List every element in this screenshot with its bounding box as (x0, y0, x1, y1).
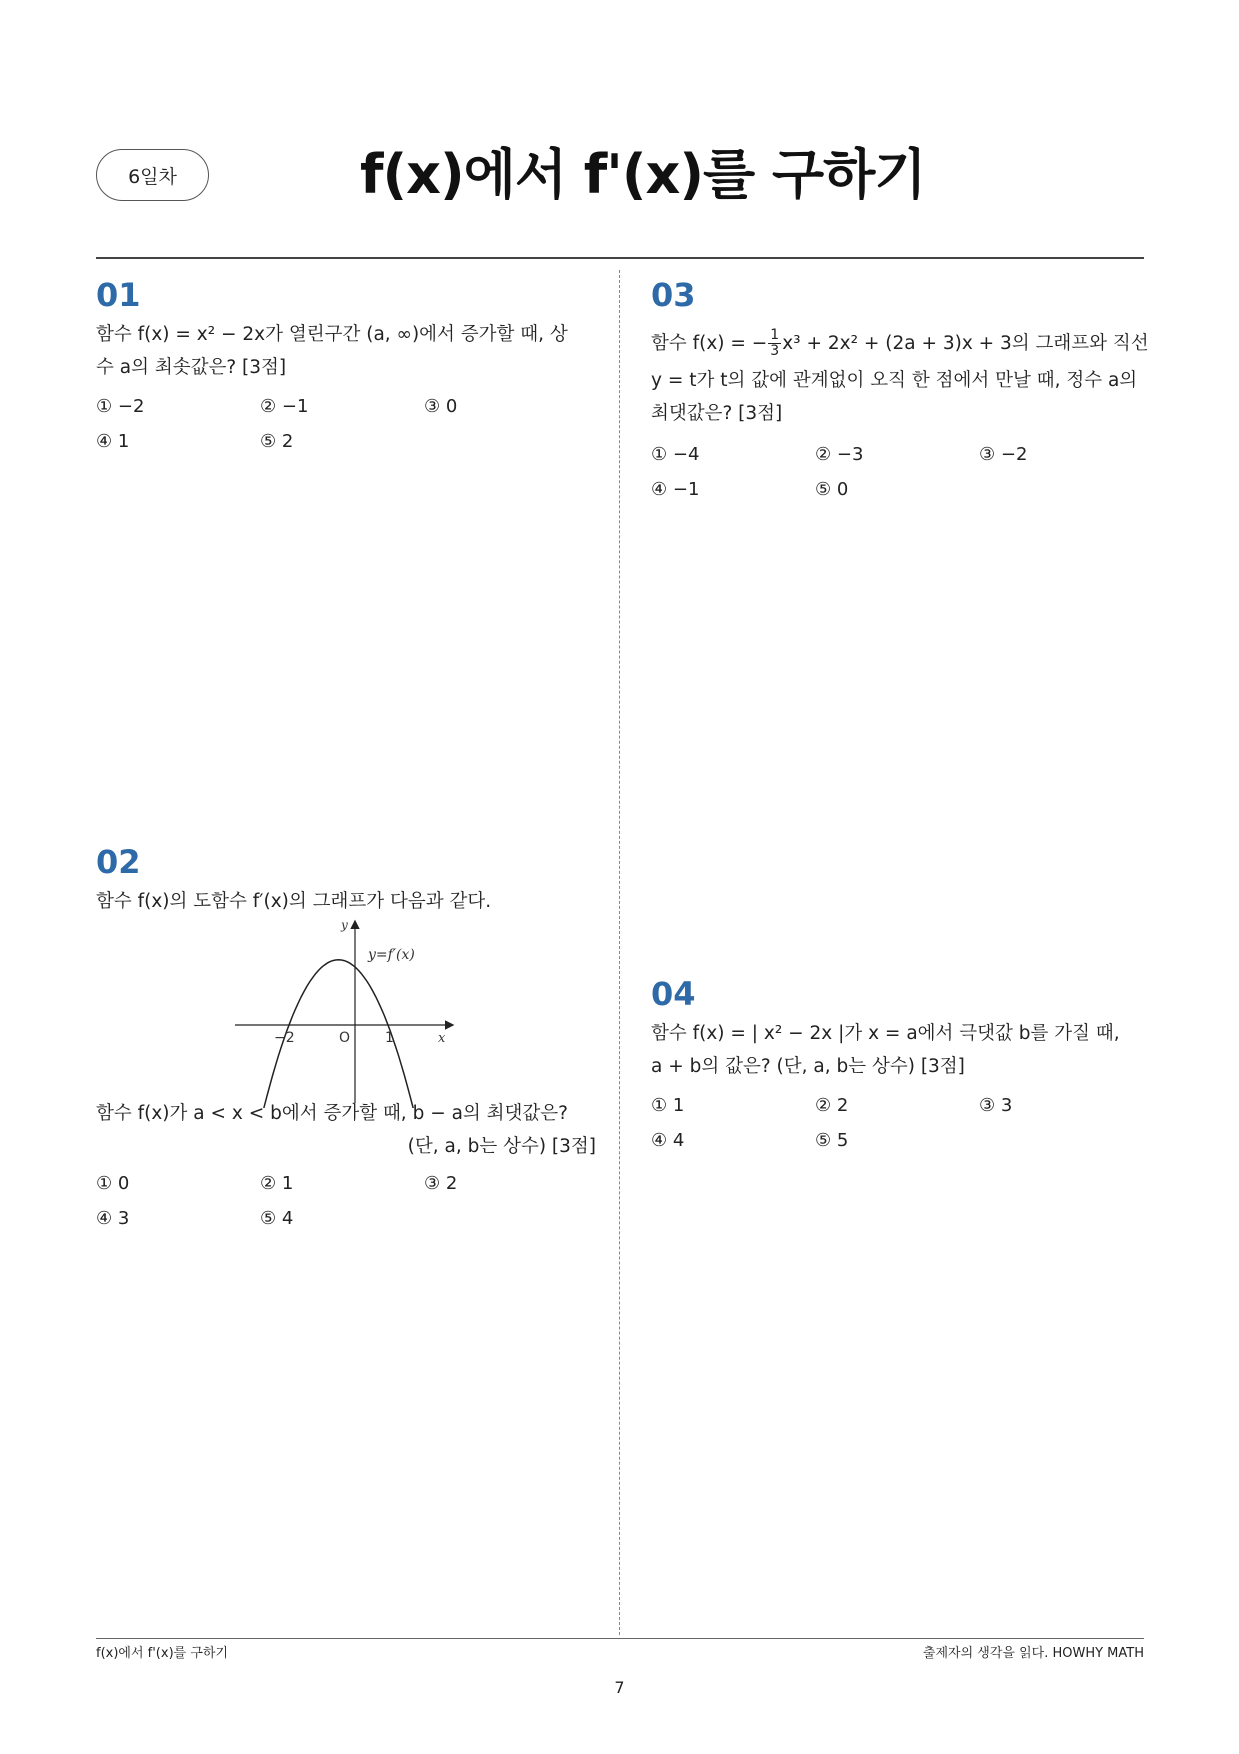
question-02-line-1: 함수 f(x)의 도함수 f′(x)의 그래프가 다음과 같다. (96, 891, 492, 912)
header-divider (96, 257, 1144, 259)
question-number-03: 03 (651, 276, 696, 314)
question-03-text (651, 322, 1149, 430)
choice-3[interactable]: ③ 3 (979, 1095, 1013, 1116)
question-03-line-1-post: x³ + 2x² + (2a + 3)x + 3의 그래프와 직선 (782, 332, 1149, 354)
footer-right: 출제자의 생각을 읽다. HOWHY MATH (922, 1646, 1144, 1661)
question-03-line-1 (651, 322, 1149, 364)
curve-label: y=f′(x) (368, 947, 415, 963)
choice-1[interactable]: ① −4 (651, 444, 700, 465)
question-02-line-3: (단, a, b는 상수) [3점] (407, 1136, 596, 1157)
question-03-choices (651, 444, 1143, 514)
choice-2[interactable]: ② 1 (260, 1173, 294, 1194)
question-01-text (96, 318, 596, 384)
fraction-denominator: 3 (770, 342, 780, 359)
choice-2[interactable]: ② −3 (815, 444, 864, 465)
column-divider (619, 270, 620, 1635)
question-04-text (651, 1017, 1141, 1083)
origin-label: O (339, 1030, 351, 1046)
x-axis-label: x (438, 1031, 446, 1046)
question-01-line-1: 함수 f(x) = x² − 2x가 열린구간 (a, ∞)에서 증가할 때, 상 (96, 324, 568, 345)
choice-4[interactable]: ④ 1 (96, 431, 130, 452)
question-04-line-2: a + b의 값은? (단, a, b는 상수) [3점] (651, 1056, 965, 1077)
choice-4[interactable]: ④ 3 (96, 1208, 130, 1229)
question-03-line-3: 최댓값은? [3점] (651, 403, 783, 424)
question-04-choices (651, 1095, 1143, 1165)
choice-2[interactable]: ② 2 (815, 1095, 849, 1116)
question-number-04: 04 (651, 975, 696, 1013)
choice-1[interactable]: ① 1 (651, 1095, 685, 1116)
question-02-line-2: 함수 f(x)가 a < x < b에서 증가할 때, b − a의 최댓값은? (96, 1103, 568, 1124)
tick-1: 1 (385, 1030, 394, 1046)
choice-3[interactable]: ③ −2 (979, 444, 1028, 465)
page-number: 7 (614, 1678, 625, 1697)
question-01-line-2: 수 a의 최솟값은? [3점] (96, 357, 287, 378)
question-number-01: 01 (96, 276, 141, 314)
page-title: f(x)에서 f'(x)를 구하기 (360, 143, 926, 206)
choice-3[interactable]: ③ 2 (424, 1173, 458, 1194)
derivative-graph (230, 918, 460, 1108)
question-02-condition (96, 1097, 596, 1163)
tick-neg2: −2 (274, 1030, 295, 1046)
choice-1[interactable]: ① 0 (96, 1173, 130, 1194)
question-02-text (96, 885, 596, 918)
question-number-02: 02 (96, 843, 141, 881)
question-03-line-1-pre: 함수 f(x) = − (651, 332, 768, 354)
choice-5[interactable]: ⑤ 0 (815, 479, 849, 500)
day-badge: 6일차 (96, 149, 209, 201)
choice-5[interactable]: ⑤ 5 (815, 1130, 849, 1151)
question-04-line-1: 함수 f(x) = | x² − 2x |가 x = a에서 극댓값 b를 가질 때, (651, 1023, 1120, 1044)
choice-4[interactable]: ④ 4 (651, 1130, 685, 1151)
choice-5[interactable]: ⑤ 2 (260, 431, 294, 452)
question-03-line-2: y = t가 t의 값에 관계없이 오직 한 점에서 만날 때, 정수 a의 (651, 370, 1138, 391)
question-01-choices (96, 396, 588, 466)
fraction-numerator: 1 (770, 326, 780, 343)
y-axis-label: y (341, 918, 348, 932)
fraction-one-third (768, 328, 781, 359)
choice-5[interactable]: ⑤ 4 (260, 1208, 294, 1229)
footer-divider (96, 1638, 1144, 1639)
footer-left: f(x)에서 f'(x)를 구하기 (96, 1646, 229, 1661)
choice-3[interactable]: ③ 0 (424, 396, 458, 417)
choice-2[interactable]: ② −1 (260, 396, 309, 417)
question-02-choices (96, 1173, 588, 1243)
choice-4[interactable]: ④ −1 (651, 479, 700, 500)
choice-1[interactable]: ① −2 (96, 396, 145, 417)
